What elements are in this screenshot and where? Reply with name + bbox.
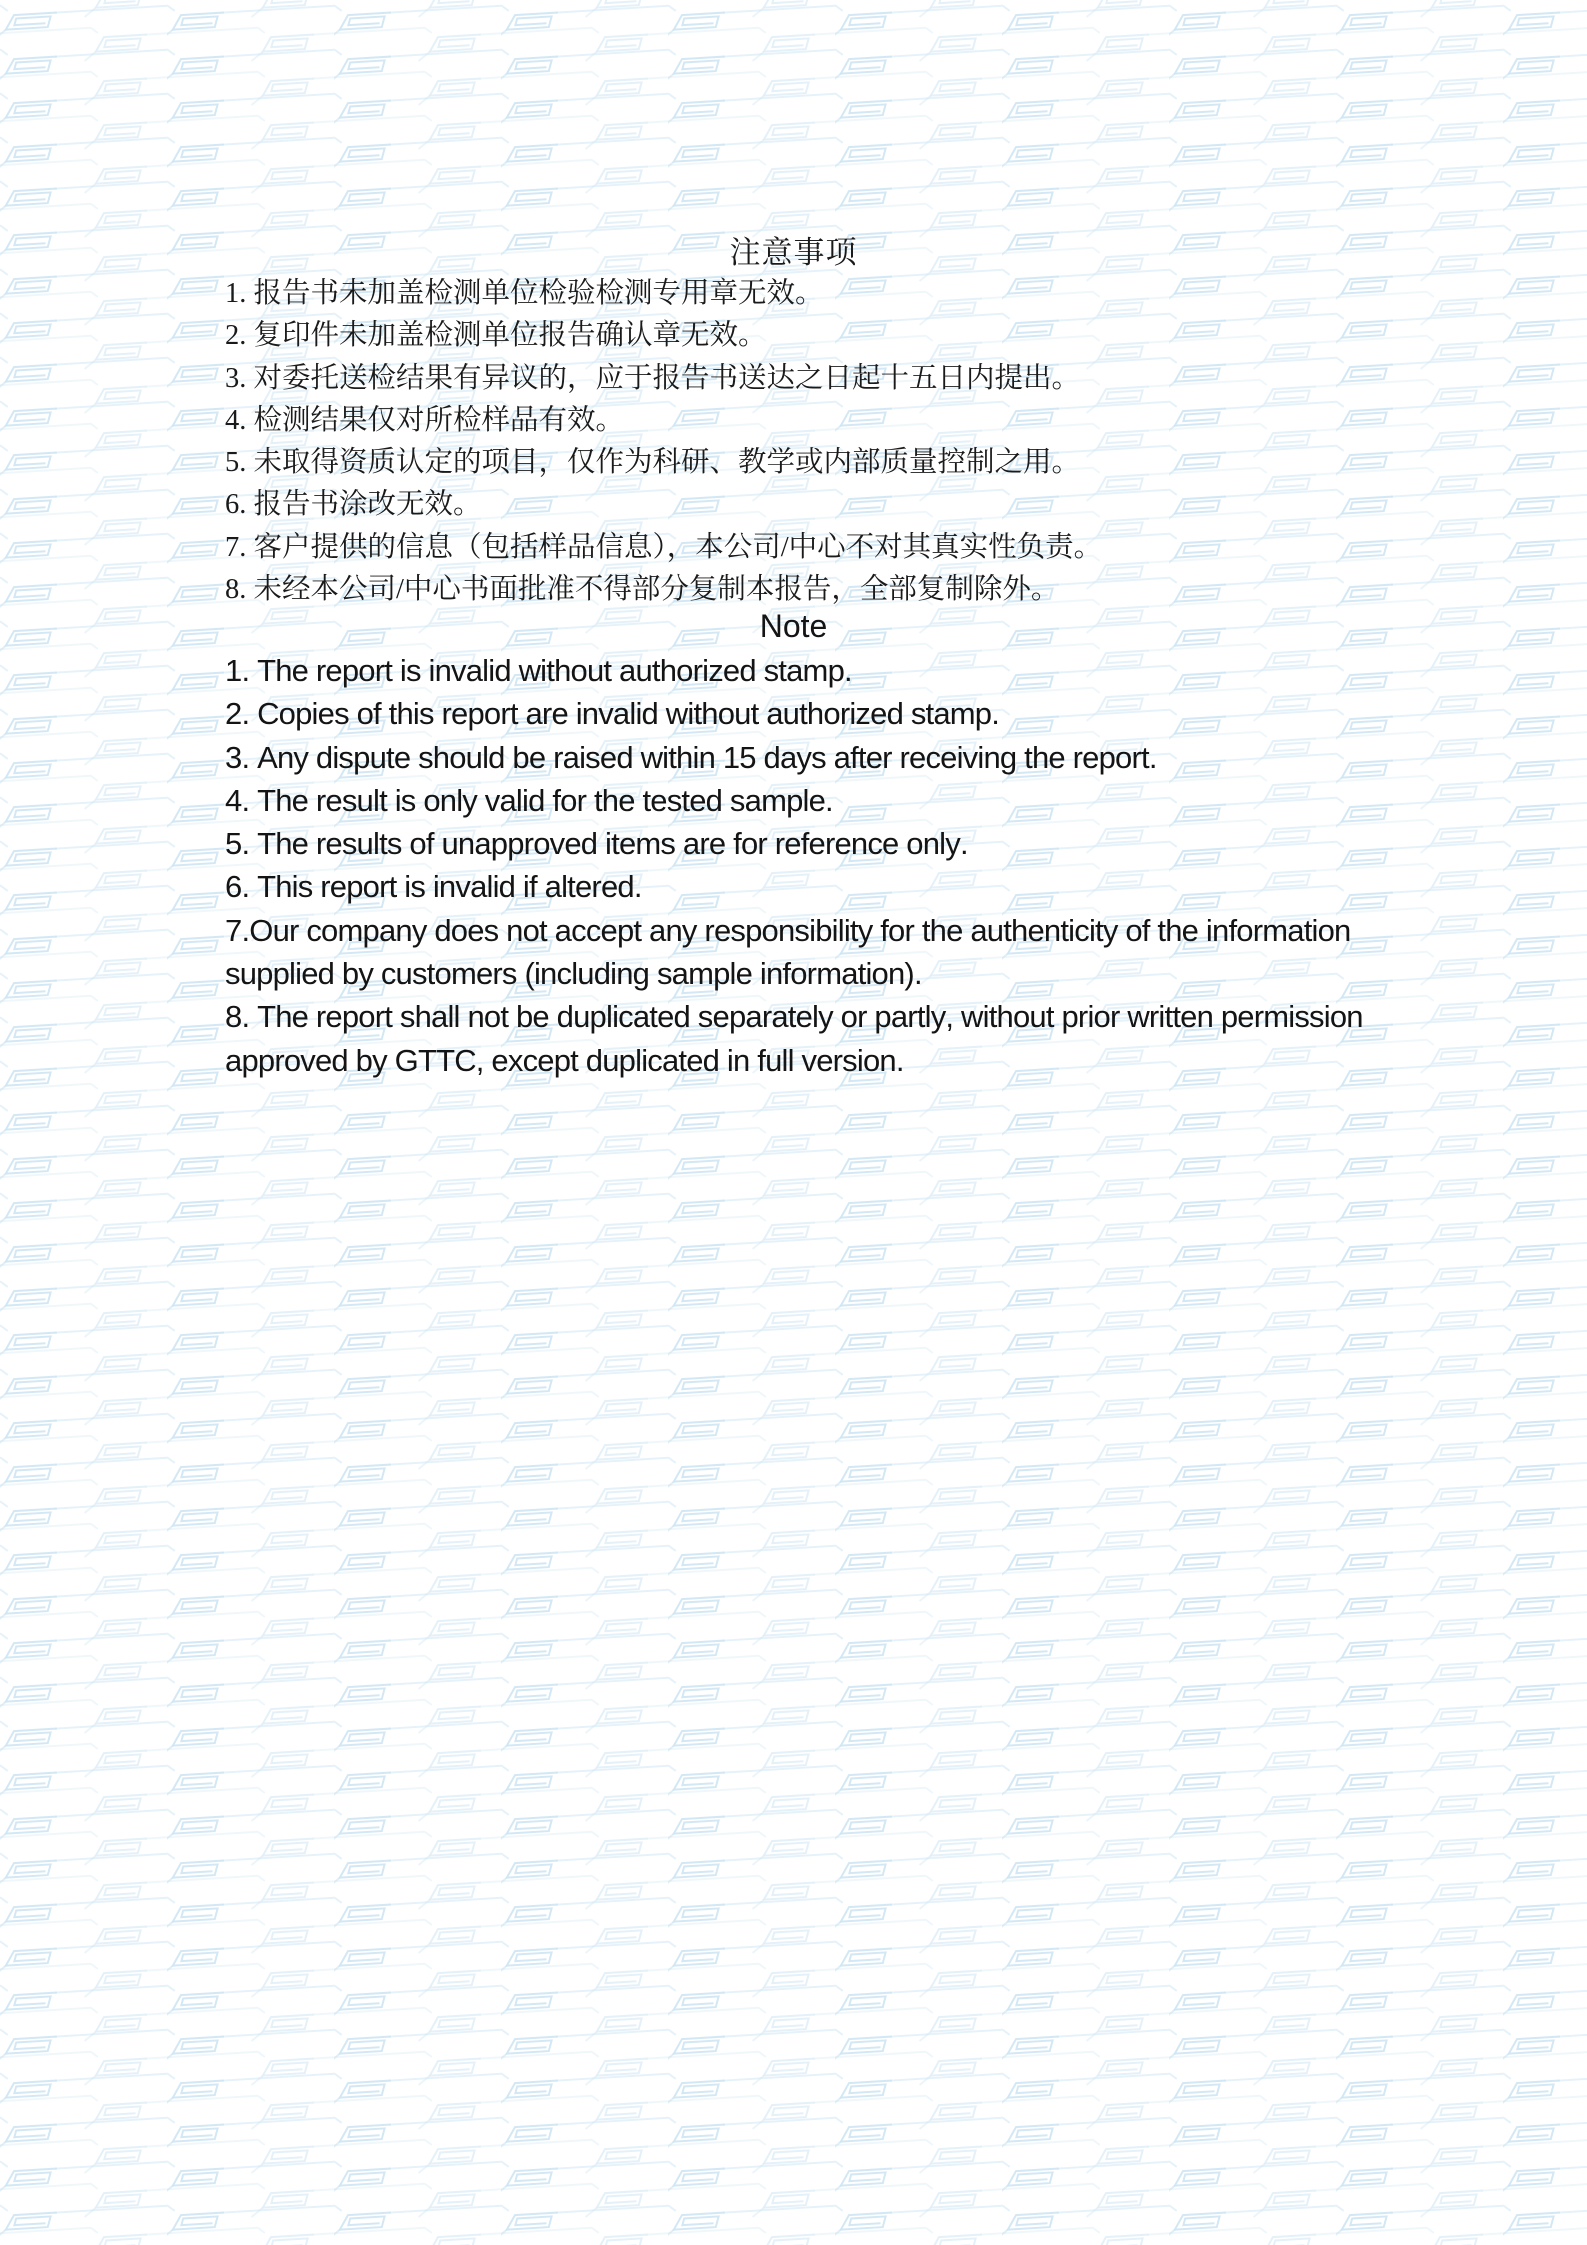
en-note-line: supplied by customers (including sample information). <box>225 956 922 992</box>
en-note-line: 7.Our company does not accept any responsibility for the authenticity of the information <box>225 912 1351 948</box>
en-note-line: 5. The results of unapproved items are for reference only. <box>225 826 968 862</box>
cn-note-line: 6. 报告书涂改无效。 <box>225 489 482 521</box>
cn-note-line: 1. 报告书未加盖检测单位检验检测专用章无效。 <box>225 278 824 309</box>
en-note-line: approved by GTTC, except duplicated in full version. <box>225 1042 904 1078</box>
cn-note-line: 5. 未取得资质认定的项目，仅作为科研、教学或内部质量控制之用。 <box>225 447 1081 479</box>
cn-note-line: 2. 复印件未加盖检测单位报告确认章无效。 <box>225 320 767 352</box>
en-note-line: 1. The report is invalid without authorized stamp. <box>225 653 852 688</box>
cn-note-line: 3. 对委托送检结果有异议的，应于报告书送达之日起十五日内提出。 <box>225 362 1081 394</box>
cn-note-line: 8. 未经本公司/中心书面批准不得部分复制本报告，全部复制除外。 <box>225 574 1060 606</box>
notes-title-en: Note <box>759 608 828 644</box>
en-note-line: 6. This report is invalid if altered. <box>225 869 642 905</box>
en-note-line: 8. The report shall not be duplicated separately or partly, without prior written permission <box>225 999 1363 1035</box>
cn-note-line: 7. 客户提供的信息（包括样品信息），本公司/中心不对其真实性负责。 <box>225 531 1103 563</box>
cn-note-line: 4. 检测结果仅对所检样品有效。 <box>225 404 625 436</box>
notes-title-cn: 注意事项 <box>729 235 858 270</box>
en-note-line: 3. Any dispute should be raised within 15 days after receiving the report. <box>225 739 1157 775</box>
notes-list-cn <box>225 273 1405 611</box>
en-note-line: 4. The result is only valid for the tested sample. <box>225 782 833 818</box>
en-note-line: 2. Copies of this report are invalid without authorized stamp. <box>225 696 1000 732</box>
notes-list-en <box>225 649 1445 1082</box>
